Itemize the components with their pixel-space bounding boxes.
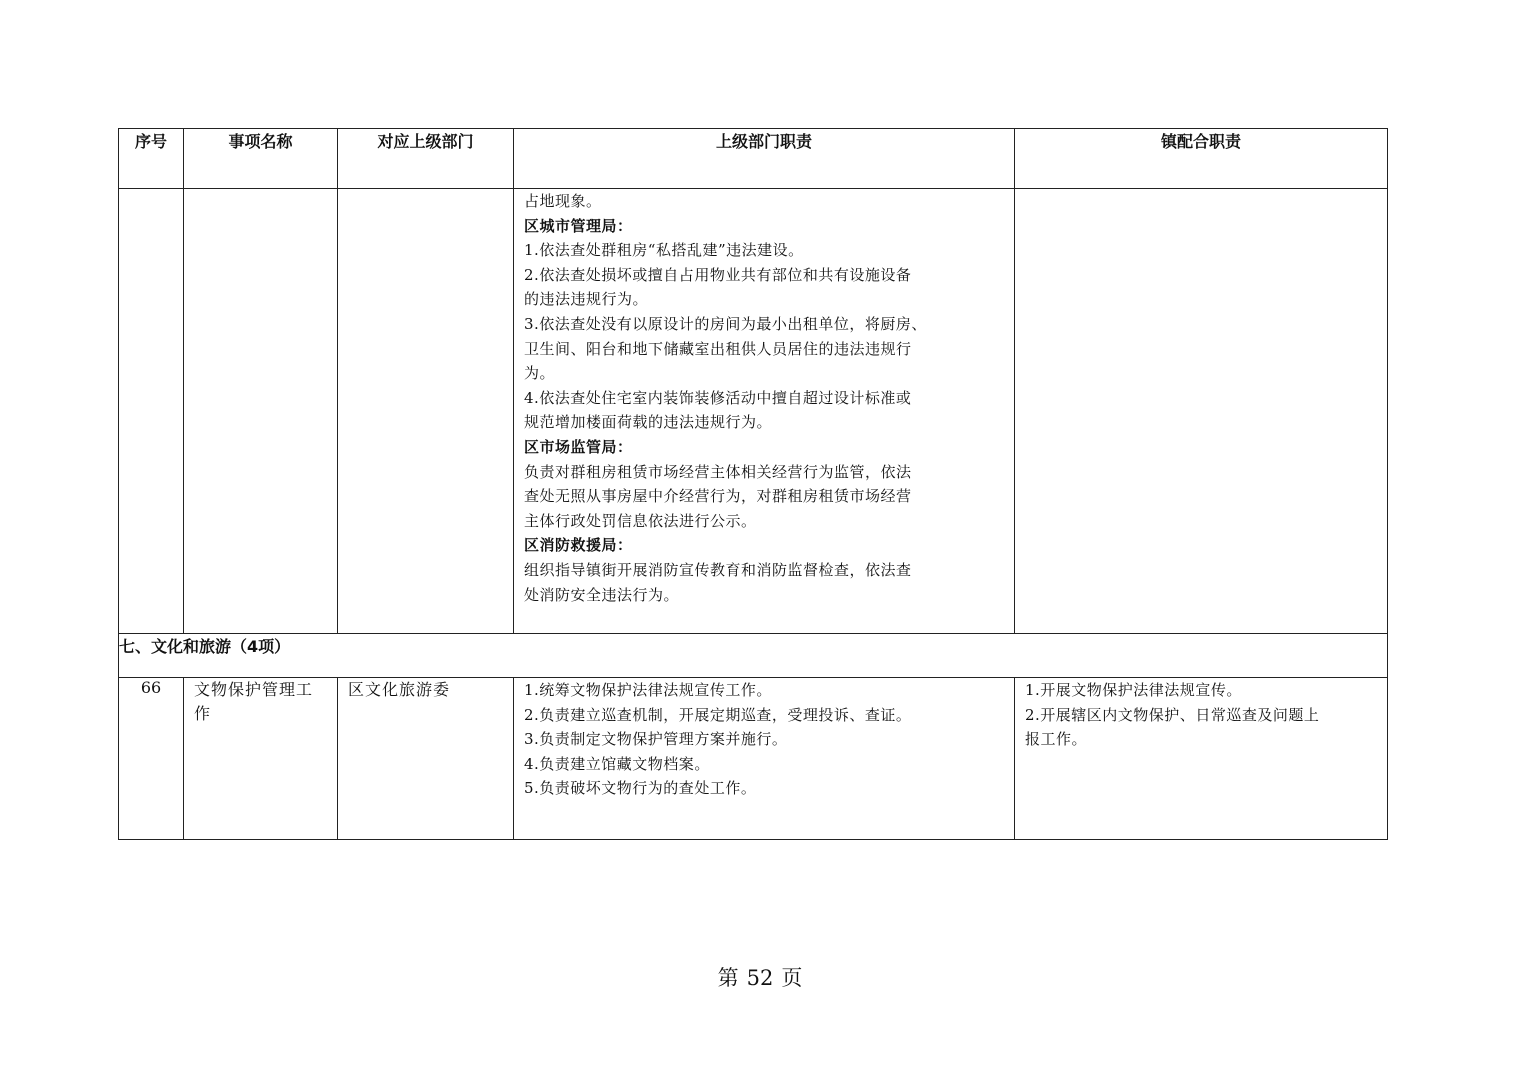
duty-line: 5.负责破坏文物行为的查处工作。: [524, 779, 757, 798]
item-name: [184, 678, 338, 840]
duty-line: 4.依法查处住宅室内装饰装修活动中擅自超过设计标准或: [524, 388, 912, 407]
superior-duties-text: [514, 189, 1014, 607]
cont-dept-cell: [338, 189, 514, 634]
item-name-line: 作: [194, 704, 212, 723]
dept-heading: 区市场监管局：: [524, 437, 633, 456]
item-superior-duties-cell: [514, 678, 1015, 840]
duty-line: 负责对群租房租赁市场经营主体相关经营行为监管，依法: [524, 462, 912, 481]
duty-line: 1.统筹文物保护法律法规宣传工作。: [524, 681, 772, 699]
duty-line: 规范增加楼面荷载的违法违规行为。: [524, 413, 773, 432]
dept-heading: 区消防救援局：: [524, 536, 633, 555]
duty-line: 3.负责制定文物保护管理方案并施行。: [524, 730, 788, 749]
page-number-footer: [0, 962, 1520, 992]
table-row-continuation: [119, 189, 1388, 634]
cont-name-cell: [184, 189, 338, 634]
header-seq: 序号: [119, 129, 184, 189]
duty-line: 的违法违规行为。: [524, 290, 649, 309]
section-title: 七、文化和旅游（4项）: [119, 634, 1388, 678]
duty-line: 1.依法查处群租房“私搭乱建”违法建设。: [524, 241, 804, 260]
section-row: [119, 634, 1388, 678]
cont-town-duties-cell: [1015, 189, 1388, 634]
duty-line: 3.依法查处没有以原设计的房间为最小出租单位，将厨房、: [524, 314, 927, 333]
duty-line: 组织指导镇街开展消防宣传教育和消防监督检查，依法查: [524, 560, 912, 579]
duty-line: 查处无照从事房屋中介经营行为，对群租房租赁市场经营: [524, 487, 912, 506]
duty-table: [118, 128, 1388, 840]
duty-line: 处消防安全违法行为。: [524, 585, 680, 604]
cont-seq-cell: [119, 189, 184, 634]
item-department: 区文化旅游委: [338, 678, 514, 840]
footer-page-number: 52: [746, 966, 774, 990]
town-duty-line: 1.开展文物保护法律法规宣传。: [1025, 681, 1242, 699]
duty-line: 主体行政处罚信息依法进行公示。: [524, 511, 757, 530]
item-seq: 66: [119, 678, 184, 840]
header-item-name: 事项名称: [184, 129, 338, 189]
item-town-duties-cell: [1015, 678, 1388, 840]
duty-line: 2.负责建立巡查机制，开展定期巡查，受理投诉、查证。: [524, 705, 912, 724]
duty-line: 2.依法查处损坏或擅自占用物业共有部位和共有设施设备: [524, 265, 912, 284]
duty-line: 为。: [524, 364, 556, 383]
item-superior-duties: [514, 678, 1014, 801]
footer-prefix: 第: [717, 966, 739, 990]
duty-line: 4.负责建立馆藏文物档案。: [524, 754, 710, 773]
dept-heading: 区城市管理局：: [524, 216, 633, 235]
town-duty-line: 2.开展辖区内文物保护、日常巡查及问题上: [1025, 705, 1320, 724]
header-superior-dept: 对应上级部门: [338, 129, 514, 189]
duty-line: 卫生间、阳台和地下储藏室出租供人员居住的违法违规行: [524, 339, 912, 358]
duty-line: 占地现象。: [524, 192, 602, 210]
item-town-duties: [1015, 678, 1387, 752]
cont-superior-duties-cell: [514, 189, 1015, 634]
header-town-duties: 镇配合职责: [1015, 129, 1388, 189]
town-duty-line: 报工作。: [1025, 730, 1088, 749]
table-header-row: [119, 129, 1388, 189]
table-row: [119, 678, 1388, 840]
header-superior-duties: 上级部门职责: [514, 129, 1015, 189]
footer-suffix: 页: [781, 966, 803, 990]
item-name-line: 文物保护管理工: [194, 680, 314, 699]
